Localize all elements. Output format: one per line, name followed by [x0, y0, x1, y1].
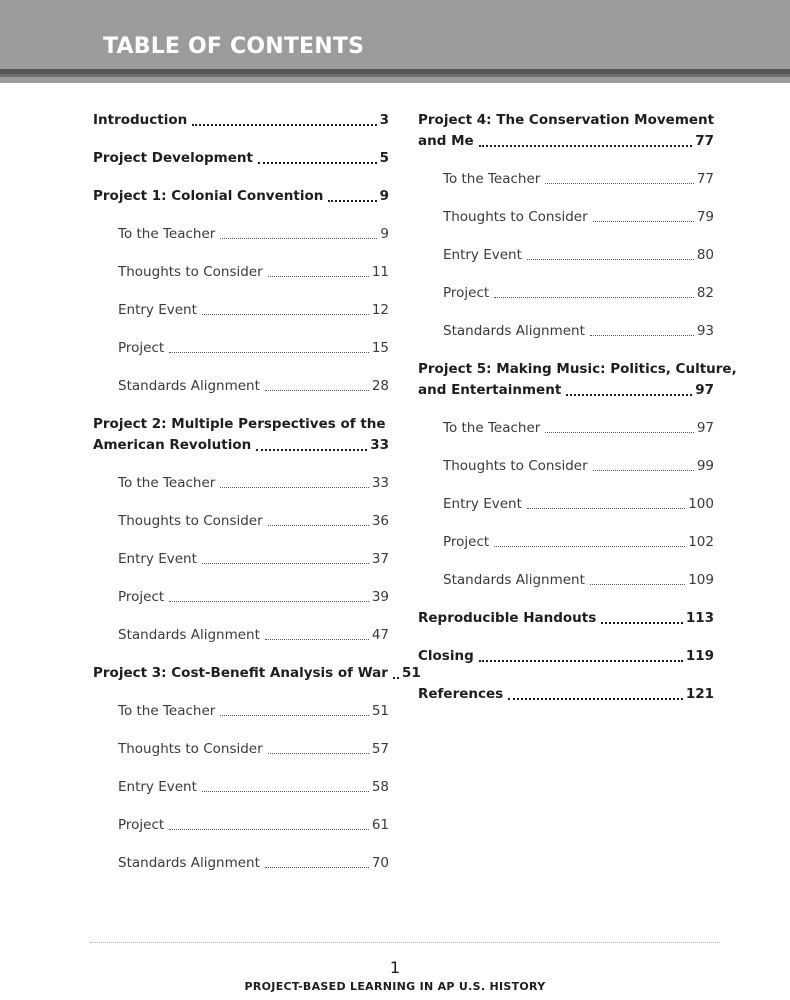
toc-subentry [418, 283, 714, 304]
dot-leader [328, 200, 376, 202]
dot-leader [258, 162, 377, 164]
toc-subentry [93, 549, 389, 570]
dot-leader [545, 183, 693, 184]
toc-page-number: 28 [371, 378, 389, 394]
footer-divider [90, 942, 720, 943]
dot-leader [393, 677, 399, 679]
header-rule-lower [0, 74, 790, 77]
toc-subentry [93, 587, 389, 608]
toc-subentry [93, 300, 389, 321]
dot-leader [265, 390, 369, 391]
dot-leader [508, 698, 683, 700]
toc-page-number: 102 [688, 534, 714, 550]
toc-right-column [418, 110, 737, 722]
toc-page-number: 97 [695, 382, 714, 398]
toc-subentry [418, 169, 714, 190]
dot-leader [268, 753, 369, 754]
toc-entry-introduction [93, 110, 389, 131]
toc-page-number: 119 [685, 648, 714, 664]
toc-entry-project-4 [418, 110, 714, 152]
dot-leader [268, 276, 369, 277]
toc-subentry-label: Project [118, 340, 165, 356]
toc-page-number: 61 [371, 817, 389, 833]
toc-entry-project-5 [418, 359, 737, 401]
dot-leader [593, 470, 694, 471]
toc-page-number: 51 [401, 665, 421, 681]
toc-subentry-label: Project [118, 817, 165, 833]
toc-subentry-label: Thoughts to Consider [118, 741, 263, 757]
toc-subentry-label: Standards Alignment [443, 572, 585, 588]
toc-page-number: 5 [379, 150, 389, 166]
toc-entry-reproducible-handouts [418, 608, 714, 629]
toc-subentry-label: Entry Event [118, 551, 197, 567]
toc-page-number: 58 [371, 779, 389, 795]
toc-page-number: 37 [371, 551, 389, 567]
toc-subentry [93, 739, 389, 760]
toc-subentry [418, 207, 714, 228]
dot-leader [494, 297, 694, 298]
dot-leader [169, 601, 369, 602]
toc-page-number: 39 [371, 589, 389, 605]
dot-leader [256, 449, 367, 451]
toc-page-number: 77 [695, 133, 714, 149]
toc-page-number: 33 [370, 437, 389, 453]
dot-leader [265, 867, 369, 868]
toc-page-number: 9 [380, 226, 389, 242]
dot-leader [479, 145, 693, 147]
toc-subentry-label: Standards Alignment [118, 378, 260, 394]
toc-subentry-label: Standards Alignment [118, 627, 260, 643]
page-header [0, 0, 790, 83]
toc-subentry [93, 815, 389, 836]
toc-subentry [93, 262, 389, 283]
dot-leader [545, 432, 693, 433]
toc-page-number: 36 [371, 513, 389, 529]
toc-entry-label: Project 1: Colonial Convention [93, 188, 324, 204]
toc-subentry-label: Standards Alignment [118, 855, 260, 871]
footer-page-number: 1 [389, 958, 401, 977]
toc-subentry [93, 376, 389, 397]
toc-entry-label: References [418, 686, 504, 702]
toc-subentry-label: Standards Alignment [443, 323, 585, 339]
toc-subentry [418, 418, 714, 439]
toc-entry-label: Project 4: The Conservation Movement [418, 112, 715, 128]
toc-subentry [418, 321, 714, 342]
dot-leader [202, 314, 369, 315]
toc-subentry [418, 570, 714, 591]
toc-title: TABLE OF CONTENTS [103, 34, 365, 59]
toc-entry-label: Closing [418, 648, 474, 664]
toc-subentry-label: To the Teacher [118, 475, 216, 491]
toc-subentry-label: To the Teacher [118, 703, 216, 719]
dot-leader [202, 791, 369, 792]
toc-entry-project-1 [93, 186, 389, 207]
toc-page-number: 47 [371, 627, 389, 643]
toc-page-number: 93 [696, 323, 714, 339]
toc-entry-label: Project 5: Making Music: Politics, Culture, [418, 361, 737, 377]
toc-entry-label: Reproducible Handouts [418, 610, 597, 626]
toc-subentry [93, 853, 389, 874]
toc-page-number: 97 [696, 420, 714, 436]
dot-leader [527, 259, 694, 260]
toc-subentry [418, 245, 714, 266]
dot-leader [590, 335, 694, 336]
dot-leader [268, 525, 369, 526]
toc-entry-label-continued: and Entertainment [418, 382, 562, 398]
toc-entry-label-continued: and Me [418, 133, 474, 149]
dot-leader [265, 639, 369, 640]
toc-subentry [93, 625, 389, 646]
dot-leader [479, 660, 683, 662]
toc-left-column [93, 110, 421, 891]
dot-leader [169, 829, 369, 830]
toc-subentry-label: Thoughts to Consider [443, 209, 588, 225]
toc-page-number: 15 [371, 340, 389, 356]
dot-leader [593, 221, 694, 222]
dot-leader [192, 124, 376, 126]
toc-entry-project-3 [93, 663, 421, 684]
toc-page-number: 11 [371, 264, 389, 280]
toc-subentry [418, 494, 714, 515]
toc-entry-label: Project 2: Multiple Perspectives of the [93, 416, 386, 432]
toc-page-number: 79 [696, 209, 714, 225]
toc-subentry-label: Thoughts to Consider [118, 264, 263, 280]
toc-page-number: 121 [685, 686, 714, 702]
dot-leader [566, 394, 692, 396]
toc-subentry-label: Entry Event [118, 302, 197, 318]
footer-book-title: PROJECT-BASED LEARNING IN AP U.S. HISTORY [244, 980, 546, 993]
dot-leader [220, 487, 368, 488]
toc-subentry [93, 777, 389, 798]
toc-page-number: 9 [379, 188, 389, 204]
toc-subentry-label: Project [443, 534, 490, 550]
toc-subentry-label: Project [118, 589, 165, 605]
toc-subentry [93, 473, 389, 494]
toc-subentry-label: Entry Event [118, 779, 197, 795]
toc-subentry-label: Entry Event [443, 496, 522, 512]
toc-page-number: 57 [371, 741, 389, 757]
toc-subentry [93, 224, 389, 245]
toc-page-number: 99 [696, 458, 714, 474]
toc-subentry [93, 511, 389, 532]
toc-page-number: 33 [371, 475, 389, 491]
toc-subentry-label: To the Teacher [443, 171, 541, 187]
toc-page-number: 70 [371, 855, 389, 871]
toc-subentry-label: Project [443, 285, 490, 301]
toc-page-number: 77 [696, 171, 714, 187]
toc-page-number: 3 [379, 112, 389, 128]
toc-entry-project-2 [93, 414, 389, 456]
toc-entry-project-development [93, 148, 389, 169]
dot-leader [590, 584, 685, 585]
toc-subentry [93, 701, 389, 722]
toc-entry-references [418, 684, 714, 705]
toc-subentry-label: Thoughts to Consider [118, 513, 263, 529]
toc-page-number: 80 [696, 247, 714, 263]
dot-leader [601, 622, 683, 624]
toc-page-number: 113 [685, 610, 714, 626]
toc-subentry [93, 338, 389, 359]
dot-leader [202, 563, 369, 564]
toc-entry-label: Project 3: Cost-Benefit Analysis of War [93, 665, 388, 681]
toc-entry-label: Project Development [93, 150, 253, 166]
toc-subentry-label: Thoughts to Consider [443, 458, 588, 474]
dot-leader [527, 508, 685, 509]
toc-page-number: 51 [371, 703, 389, 719]
toc-subentry [418, 532, 714, 553]
dot-leader [169, 352, 369, 353]
dot-leader [220, 238, 377, 239]
toc-page-number: 109 [688, 572, 714, 588]
toc-subentry-label: To the Teacher [443, 420, 541, 436]
toc-page-number: 82 [696, 285, 714, 301]
toc-subentry-label: Entry Event [443, 247, 522, 263]
toc-subentry [418, 456, 714, 477]
dot-leader [494, 546, 685, 547]
toc-page-number: 100 [688, 496, 714, 512]
dot-leader [220, 715, 368, 716]
toc-page-number: 12 [371, 302, 389, 318]
toc-entry-closing [418, 646, 714, 667]
toc-subentry-label: To the Teacher [118, 226, 216, 242]
toc-entry-label-continued: American Revolution [93, 437, 252, 453]
toc-entry-label: Introduction [93, 112, 188, 128]
